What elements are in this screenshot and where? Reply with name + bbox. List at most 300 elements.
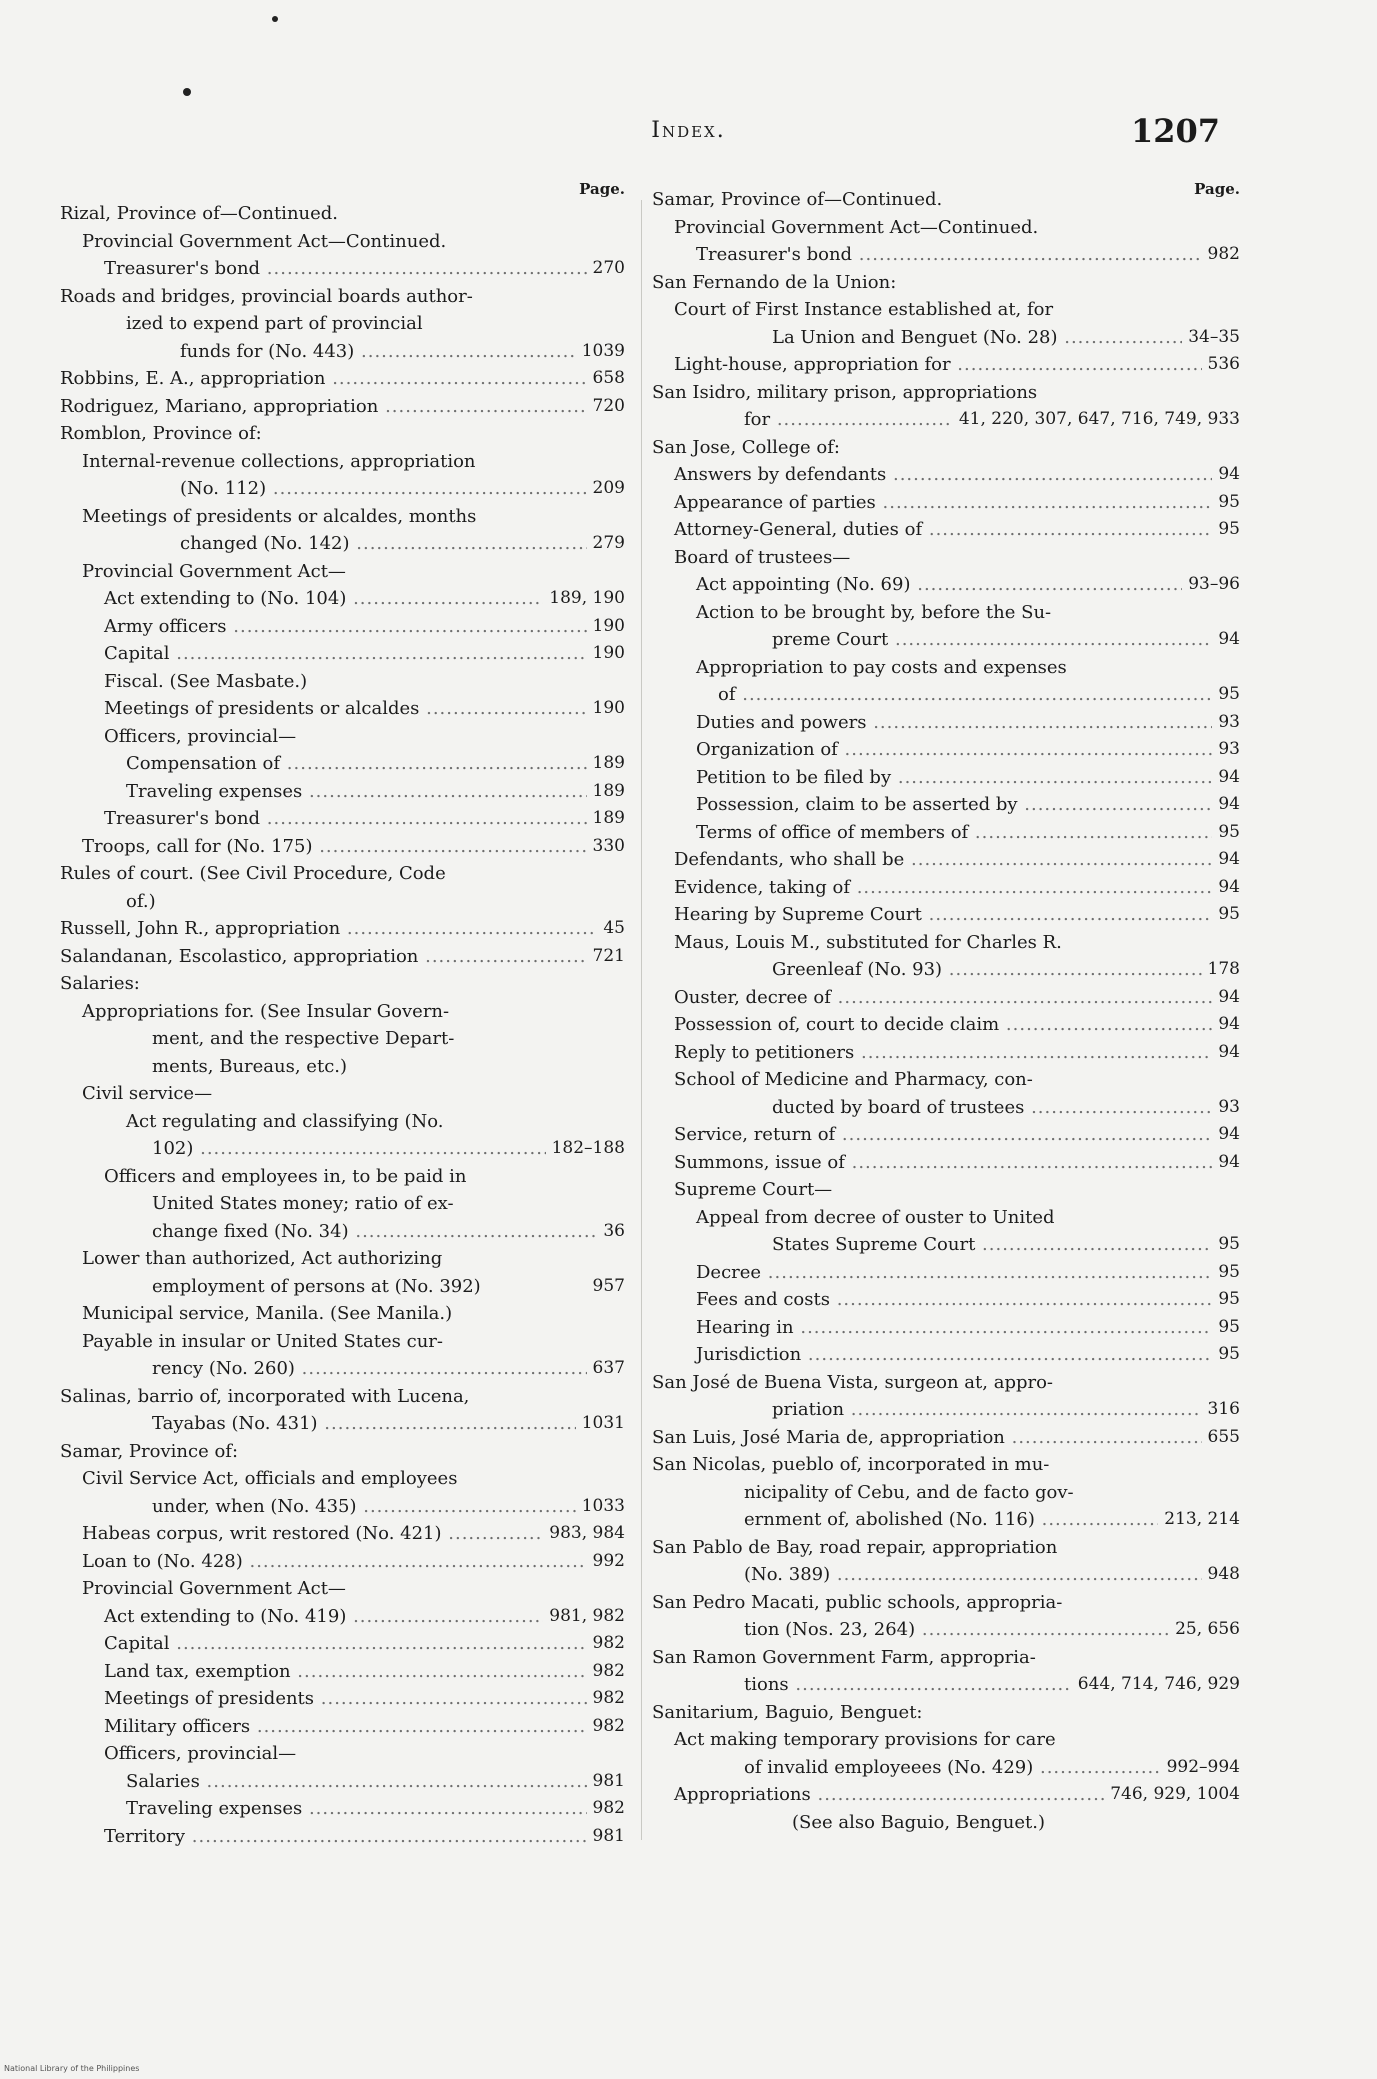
entry-text: Rizal, Province of—Continued.	[60, 203, 339, 224]
entry-page-ref: 189	[587, 805, 625, 833]
entry-page-ref: 95	[1212, 681, 1240, 709]
index-entry	[60, 1630, 625, 1658]
entry-text: Act appointing (No. 69) .....	[696, 574, 1240, 595]
entry-text: Samar, Province of:	[60, 1440, 239, 1462]
column-divider	[641, 200, 642, 1840]
entry-text: Hearing by Supreme Court .....	[674, 904, 1240, 925]
index-entry	[652, 434, 1240, 462]
index-entry	[652, 736, 1240, 764]
index-entry	[652, 1039, 1240, 1067]
entry-page-ref: 644, 714, 746, 929	[1072, 1671, 1240, 1699]
index-entry	[60, 200, 625, 228]
entry-page-ref: 93	[1212, 709, 1240, 737]
entry-text: Possession, claim to be asserted by .....	[696, 794, 1240, 815]
index-entry	[60, 970, 625, 998]
index-entry	[652, 1424, 1240, 1452]
entry-page-ref: 720	[587, 393, 625, 421]
index-entry	[652, 1809, 1240, 1837]
index-entry	[60, 1823, 625, 1851]
entry-text: Meetings of presidents .....	[104, 1688, 625, 1709]
index-entry	[60, 1025, 625, 1053]
entry-text: Board of trustees—	[674, 546, 851, 568]
entry-text: Capital .....	[104, 643, 625, 664]
entry-page-ref: 982	[587, 1795, 625, 1823]
entry-text: Internal-revenue collections, appropriation	[82, 450, 476, 472]
entry-text: San Luis, José Maria de, appropriation .....	[652, 1427, 1240, 1448]
index-entry	[60, 1383, 625, 1411]
index-entry	[652, 1011, 1240, 1039]
index-entry	[652, 1534, 1240, 1562]
entry-page-ref: 45	[597, 915, 625, 943]
entry-text: Traveling expenses .....	[126, 1798, 625, 1819]
entry-page-ref: 190	[587, 695, 625, 723]
entry-text: Act extending to (No. 419) .....	[104, 1606, 625, 1627]
index-entry	[652, 1479, 1240, 1507]
index-entry	[652, 1754, 1240, 1782]
entry-page-ref: 94	[1212, 626, 1240, 654]
entry-text: under, when (No. 435) .....	[152, 1496, 625, 1517]
entry-text: Attorney-General, duties of .....	[674, 519, 1240, 540]
index-entry	[652, 461, 1240, 489]
index-entry	[60, 723, 625, 751]
entry-text: Robbins, E. A., appropriation .....	[60, 368, 625, 389]
page-header	[0, 112, 1377, 152]
entry-text: Officers, provincial—	[104, 1743, 297, 1764]
entry-page-ref: 95	[1212, 1341, 1240, 1369]
entry-text: tion (Nos. 23, 264) .....	[744, 1619, 1240, 1640]
index-entry	[652, 1231, 1240, 1259]
index-entry	[652, 1341, 1240, 1369]
entry-page-ref: 957	[587, 1273, 625, 1301]
entry-text: Terms of office of members of .....	[696, 822, 1240, 843]
entry-text: tions .....	[744, 1674, 1240, 1695]
index-entry	[60, 613, 625, 641]
index-entry	[60, 1548, 625, 1576]
index-entry	[652, 379, 1240, 407]
entry-text: Evidence, taking of .....	[674, 877, 1240, 898]
index-entry	[652, 241, 1240, 269]
entry-page-ref: 981, 982	[543, 1603, 625, 1631]
index-entry	[60, 365, 625, 393]
entry-text: Treasurer's bond .....	[104, 808, 625, 829]
index-entry	[652, 626, 1240, 654]
entry-text: Meetings of presidents or alcaldes .....	[104, 698, 625, 719]
entry-page-ref: 981	[587, 1823, 625, 1851]
index-entry	[60, 1163, 625, 1191]
entry-text: Loan to (No. 428) .....	[82, 1551, 625, 1572]
index-entry	[652, 516, 1240, 544]
index-entry	[60, 1685, 625, 1713]
entry-page-ref: 36	[597, 1218, 625, 1246]
index-entry	[60, 1465, 625, 1493]
entry-text: ments, Bureaus, etc.)	[152, 1055, 348, 1077]
entry-text: Army officers .....	[104, 616, 625, 637]
entry-page-ref: 948	[1202, 1561, 1240, 1589]
page-title: Index.	[651, 118, 726, 143]
entry-text: of invalid employeees (No. 429) .....	[744, 1757, 1240, 1778]
entry-page-ref: 1031	[576, 1410, 625, 1438]
index-entry	[60, 943, 625, 971]
entry-text: Appeal from decree of ouster to United	[696, 1206, 1055, 1228]
entry-text: Treasurer's bond .....	[104, 258, 625, 279]
index-entry	[652, 186, 1240, 214]
index-entry	[60, 750, 625, 778]
entry-page-ref: 95	[1212, 489, 1240, 517]
index-column-left	[60, 180, 625, 1850]
entry-text: Organization of .....	[696, 739, 1240, 760]
entry-text: Provincial Government Act—Continued.	[82, 230, 447, 252]
entry-text: Defendants, who shall be .....	[674, 849, 1240, 870]
entry-text: Greenleaf (No. 93) .....	[772, 959, 1240, 980]
index-entry	[652, 324, 1240, 352]
entry-text: (No. 389) .....	[744, 1564, 1240, 1585]
entry-text: employment of persons at (No. 392)	[152, 1275, 481, 1297]
entry-text: Act regulating and classifying (No.	[126, 1110, 444, 1132]
entry-text: Supreme Court—	[674, 1179, 833, 1200]
entry-text: Rules of court. (See Civil Procedure, Code	[60, 863, 446, 884]
entry-text: States Supreme Court .....	[772, 1234, 1240, 1255]
entry-text: Treasurer's bond .....	[696, 244, 1240, 265]
entry-page-ref: 93–96	[1182, 571, 1240, 599]
entry-page-ref: 330	[587, 833, 625, 861]
entry-page-ref: 982	[587, 1658, 625, 1686]
index-entry	[60, 585, 625, 613]
entry-text: Provincial Government Act—Continued.	[674, 216, 1039, 238]
index-entry	[60, 228, 625, 256]
index-entry	[652, 406, 1240, 434]
index-entry	[60, 475, 625, 503]
index-entry	[60, 1355, 625, 1383]
entry-text: Civil Service Act, officials and employees	[82, 1468, 458, 1489]
index-entry	[60, 1520, 625, 1548]
entry-page-ref: 746, 929, 1004	[1104, 1781, 1240, 1809]
entry-text: Summons, issue of .....	[674, 1152, 1240, 1173]
entry-text: Fees and costs .....	[696, 1289, 1240, 1310]
index-entry	[60, 778, 625, 806]
index-entry	[60, 558, 625, 586]
index-entry	[652, 571, 1240, 599]
entry-text: Territory .....	[104, 1826, 625, 1847]
entry-text: Capital .....	[104, 1633, 625, 1654]
index-entry	[652, 654, 1240, 682]
entry-text: Fiscal. (See Masbate.)	[104, 670, 308, 692]
entry-page-ref: 982	[587, 1713, 625, 1741]
entry-text: Rodriguez, Mariano, appropriation .....	[60, 396, 625, 417]
entry-text: priation .....	[772, 1399, 1240, 1420]
entry-page-ref: 982	[587, 1630, 625, 1658]
index-entry	[60, 283, 625, 311]
entry-page-ref: 95	[1212, 1286, 1240, 1314]
index-entry	[652, 819, 1240, 847]
entry-page-ref: 655	[1202, 1424, 1240, 1452]
entry-page-ref: 1039	[576, 338, 625, 366]
entry-page-ref: 94	[1212, 1011, 1240, 1039]
entry-text: Appropriations for. (See Insular Govern-	[82, 1000, 450, 1022]
index-entry	[60, 1658, 625, 1686]
entry-text: Petition to be filed by .....	[696, 767, 1240, 788]
entry-text: Light-house, appropriation for .....	[674, 354, 1240, 375]
entry-text: San Nicolas, pueblo of, incorporated in mu-	[652, 1454, 1050, 1475]
index-entry	[652, 709, 1240, 737]
entry-text: Action to be brought by, before the Su-	[696, 601, 1052, 623]
entry-text: of .....	[718, 684, 1240, 705]
index-entry	[652, 1314, 1240, 1342]
entry-text: San Pedro Macati, public schools, appropria-	[652, 1591, 1063, 1613]
entry-page-ref: 95	[1212, 901, 1240, 929]
entry-page-ref: 189, 190	[543, 585, 625, 613]
entry-page-ref: 95	[1212, 516, 1240, 544]
index-entry	[60, 448, 625, 476]
entry-text: ducted by board of trustees .....	[772, 1097, 1240, 1118]
index-entry	[60, 1080, 625, 1108]
entry-text: Civil service—	[82, 1083, 213, 1104]
entry-text: Romblon, Province of:	[60, 423, 262, 444]
entry-text: Compensation of .....	[126, 753, 625, 774]
entry-text: ized to expend part of provincial	[126, 313, 423, 334]
entry-text: Land tax, exemption .....	[104, 1661, 625, 1682]
entry-text: Jurisdiction .....	[696, 1344, 1240, 1365]
index-entry	[60, 1108, 625, 1136]
entry-page-ref: 637	[587, 1355, 625, 1383]
entry-page-ref: 1033	[576, 1493, 625, 1521]
index-entry	[652, 1066, 1240, 1094]
entry-text: Reply to petitioners .....	[674, 1042, 1240, 1063]
index-entry	[652, 1451, 1240, 1479]
entry-page-ref: 983, 984	[543, 1520, 625, 1548]
page-number: 1207	[1130, 112, 1220, 150]
entry-text: San Jose, College of:	[652, 436, 840, 458]
index-entry	[652, 764, 1240, 792]
entry-text: (See also Baguio, Benguet.)	[792, 1811, 1045, 1833]
index-entry	[652, 296, 1240, 324]
index-entry	[60, 420, 625, 448]
entry-text: Troops, call for (No. 175) .....	[82, 836, 625, 857]
index-entry	[60, 1328, 625, 1356]
index-entry	[60, 1300, 625, 1328]
entry-page-ref: 94	[1212, 764, 1240, 792]
index-entry	[60, 338, 625, 366]
entry-page-ref: 270	[587, 255, 625, 283]
index-entry	[652, 1589, 1240, 1617]
index-entry	[60, 640, 625, 668]
index-entry	[652, 1176, 1240, 1204]
entry-page-ref: 94	[1212, 984, 1240, 1012]
entry-text: Possession of, court to decide claim .....	[674, 1014, 1240, 1035]
index-entry-list	[60, 200, 625, 1850]
entry-text: Duties and powers .....	[696, 712, 1240, 733]
entry-text: Payable in insular or United States cur-	[82, 1330, 443, 1352]
index-entry	[652, 956, 1240, 984]
library-credit: National Library of the Philippines	[4, 2064, 140, 2073]
entry-page-ref: 94	[1212, 846, 1240, 874]
index-entry	[60, 1218, 625, 1246]
index-entry	[60, 1273, 625, 1301]
index-entry	[652, 1121, 1240, 1149]
entry-text: Court of First Instance established at, for	[674, 299, 1054, 320]
entry-page-ref: 93	[1212, 736, 1240, 764]
entry-text: preme Court .....	[772, 629, 1240, 650]
entry-text: Ouster, decree of .....	[674, 987, 1240, 1008]
index-entry	[60, 695, 625, 723]
entry-text: for .....	[744, 409, 1240, 430]
entry-text: San Fernando de la Union:	[652, 271, 897, 293]
index-entry	[60, 503, 625, 531]
page-column-label: Page.	[579, 180, 625, 198]
ink-spot	[183, 88, 191, 96]
index-entry	[60, 1245, 625, 1273]
entry-page-ref: 982	[587, 1685, 625, 1713]
index-entry	[652, 1396, 1240, 1424]
entry-text: Lower than authorized, Act authorizing	[82, 1248, 443, 1269]
index-entry	[60, 1135, 625, 1163]
index-entry	[60, 1575, 625, 1603]
entry-text: Salandanan, Escolastico, appropriation .....	[60, 946, 625, 967]
entry-page-ref: 94	[1212, 1039, 1240, 1067]
entry-page-ref: 316	[1202, 1396, 1240, 1424]
entry-text: Act extending to (No. 104) .....	[104, 588, 625, 609]
index-entry	[60, 833, 625, 861]
entry-text: nicipality of Cebu, and de facto gov-	[744, 1481, 1074, 1503]
entry-text: Military officers .....	[104, 1716, 625, 1737]
index-entry	[652, 269, 1240, 297]
entry-text: San Pablo de Bay, road repair, appropriation	[652, 1536, 1058, 1558]
entry-text: School of Medicine and Pharmacy, con-	[674, 1069, 1033, 1090]
entry-text: Appropriation to pay costs and expenses	[696, 656, 1067, 678]
entry-page-ref: 95	[1212, 1231, 1240, 1259]
index-entry	[60, 1713, 625, 1741]
index-entry	[652, 544, 1240, 572]
index-entry	[60, 668, 625, 696]
entry-text: Tayabas (No. 431) .....	[152, 1413, 625, 1434]
entry-text: rency (No. 260) .....	[152, 1358, 625, 1379]
entry-text: Act making temporary provisions for care	[674, 1729, 1056, 1750]
entry-text: Sanitarium, Baguio, Benguet:	[652, 1701, 923, 1723]
index-entry	[652, 874, 1240, 902]
entry-text: Decree .....	[696, 1262, 1240, 1283]
entry-text: Roads and bridges, provincial boards author-	[60, 285, 473, 307]
entry-page-ref: 94	[1212, 461, 1240, 489]
entry-page-ref: 178	[1202, 956, 1240, 984]
entry-page-ref: 95	[1212, 819, 1240, 847]
entry-text: San Ramon Government Farm, appropria-	[652, 1646, 1036, 1668]
entry-page-ref: 189	[587, 750, 625, 778]
index-entry	[652, 1094, 1240, 1122]
ink-spot	[272, 16, 278, 22]
entry-text: ernment of, abolished (No. 116) .....	[744, 1509, 1240, 1530]
entry-text: funds for (No. 443) .....	[180, 341, 625, 362]
index-entry	[60, 888, 625, 916]
entry-page-ref: 190	[587, 613, 625, 641]
entry-text: Russell, John R., appropriation .....	[60, 918, 625, 939]
index-entry	[652, 681, 1240, 709]
entry-text: San José de Buena Vista, surgeon at, appro-	[652, 1371, 1054, 1393]
entry-text: Municipal service, Manila. (See Manila.)	[82, 1303, 453, 1324]
index-entry	[60, 1410, 625, 1438]
entry-text: Habeas corpus, writ restored (No. 421) .....	[82, 1523, 625, 1544]
entry-text: Samar, Province of—Continued.	[652, 189, 943, 210]
entry-page-ref: 209	[587, 475, 625, 503]
index-entry	[652, 984, 1240, 1012]
entry-page-ref: 992–994	[1161, 1754, 1240, 1782]
index-entry	[60, 998, 625, 1026]
entry-text: Salaries .....	[126, 1771, 625, 1792]
index-entry	[652, 214, 1240, 242]
entry-text: United States money; ratio of ex-	[152, 1193, 454, 1214]
entry-text: La Union and Benguet (No. 28) .....	[772, 327, 1240, 348]
index-entry	[60, 1740, 625, 1768]
entry-page-ref: 189	[587, 778, 625, 806]
entry-page-ref: 536	[1202, 351, 1240, 379]
entry-page-ref: 95	[1212, 1259, 1240, 1287]
entry-page-ref: 982	[1202, 241, 1240, 269]
entry-page-ref: 93	[1212, 1094, 1240, 1122]
index-entry	[60, 255, 625, 283]
index-entry	[652, 1699, 1240, 1727]
entry-text: ment, and the respective Depart-	[152, 1028, 455, 1049]
index-entry	[652, 489, 1240, 517]
index-entry	[652, 1204, 1240, 1232]
index-entry	[652, 1671, 1240, 1699]
index-entry	[652, 1726, 1240, 1754]
entry-text: San Isidro, military prison, appropriations	[652, 381, 1038, 403]
entry-text: of.)	[126, 890, 156, 912]
entry-text: Salaries:	[60, 973, 140, 994]
index-entry-list	[652, 186, 1240, 1836]
entry-page-ref: 25, 656	[1169, 1616, 1240, 1644]
index-entry	[60, 530, 625, 558]
entry-page-ref: 94	[1212, 791, 1240, 819]
entry-text: Maus, Louis M., substituted for Charles R.	[674, 931, 1062, 953]
entry-text: changed (No. 142) .....	[180, 533, 625, 554]
index-entry	[652, 791, 1240, 819]
index-entry	[60, 860, 625, 888]
entry-page-ref: 34–35	[1182, 324, 1240, 352]
index-entry	[652, 1259, 1240, 1287]
index-column-right	[652, 180, 1240, 1836]
index-entry	[652, 901, 1240, 929]
entry-page-ref: 992	[587, 1548, 625, 1576]
entry-page-ref: 95	[1212, 1314, 1240, 1342]
entry-text: Salinas, barrio of, incorporated with Lucena,	[60, 1385, 470, 1407]
index-entry	[652, 1286, 1240, 1314]
entry-text: Appearance of parties .....	[674, 492, 1240, 513]
entry-text: Officers, provincial—	[104, 725, 297, 747]
index-entry	[652, 1616, 1240, 1644]
index-entry	[652, 1561, 1240, 1589]
index-entry	[60, 393, 625, 421]
page-column-label: Page.	[1194, 180, 1240, 198]
entry-page-ref: 981	[587, 1768, 625, 1796]
index-entry	[652, 1506, 1240, 1534]
entry-text: Provincial Government Act—	[82, 560, 346, 582]
index-entry	[652, 1149, 1240, 1177]
index-entry	[60, 1768, 625, 1796]
index-entry	[652, 929, 1240, 957]
index-entry	[60, 805, 625, 833]
entry-page-ref: 190	[587, 640, 625, 668]
entry-page-ref: 721	[587, 943, 625, 971]
entry-text: Hearing in .....	[696, 1317, 1240, 1338]
index-entry	[60, 310, 625, 338]
index-entry	[652, 846, 1240, 874]
entry-page-ref: 658	[587, 365, 625, 393]
entry-text: (No. 112) .....	[180, 478, 625, 499]
index-entry	[652, 1781, 1240, 1809]
index-entry	[652, 1644, 1240, 1672]
entry-text: Service, return of .....	[674, 1124, 1240, 1145]
index-entry	[652, 599, 1240, 627]
index-entry	[60, 1795, 625, 1823]
